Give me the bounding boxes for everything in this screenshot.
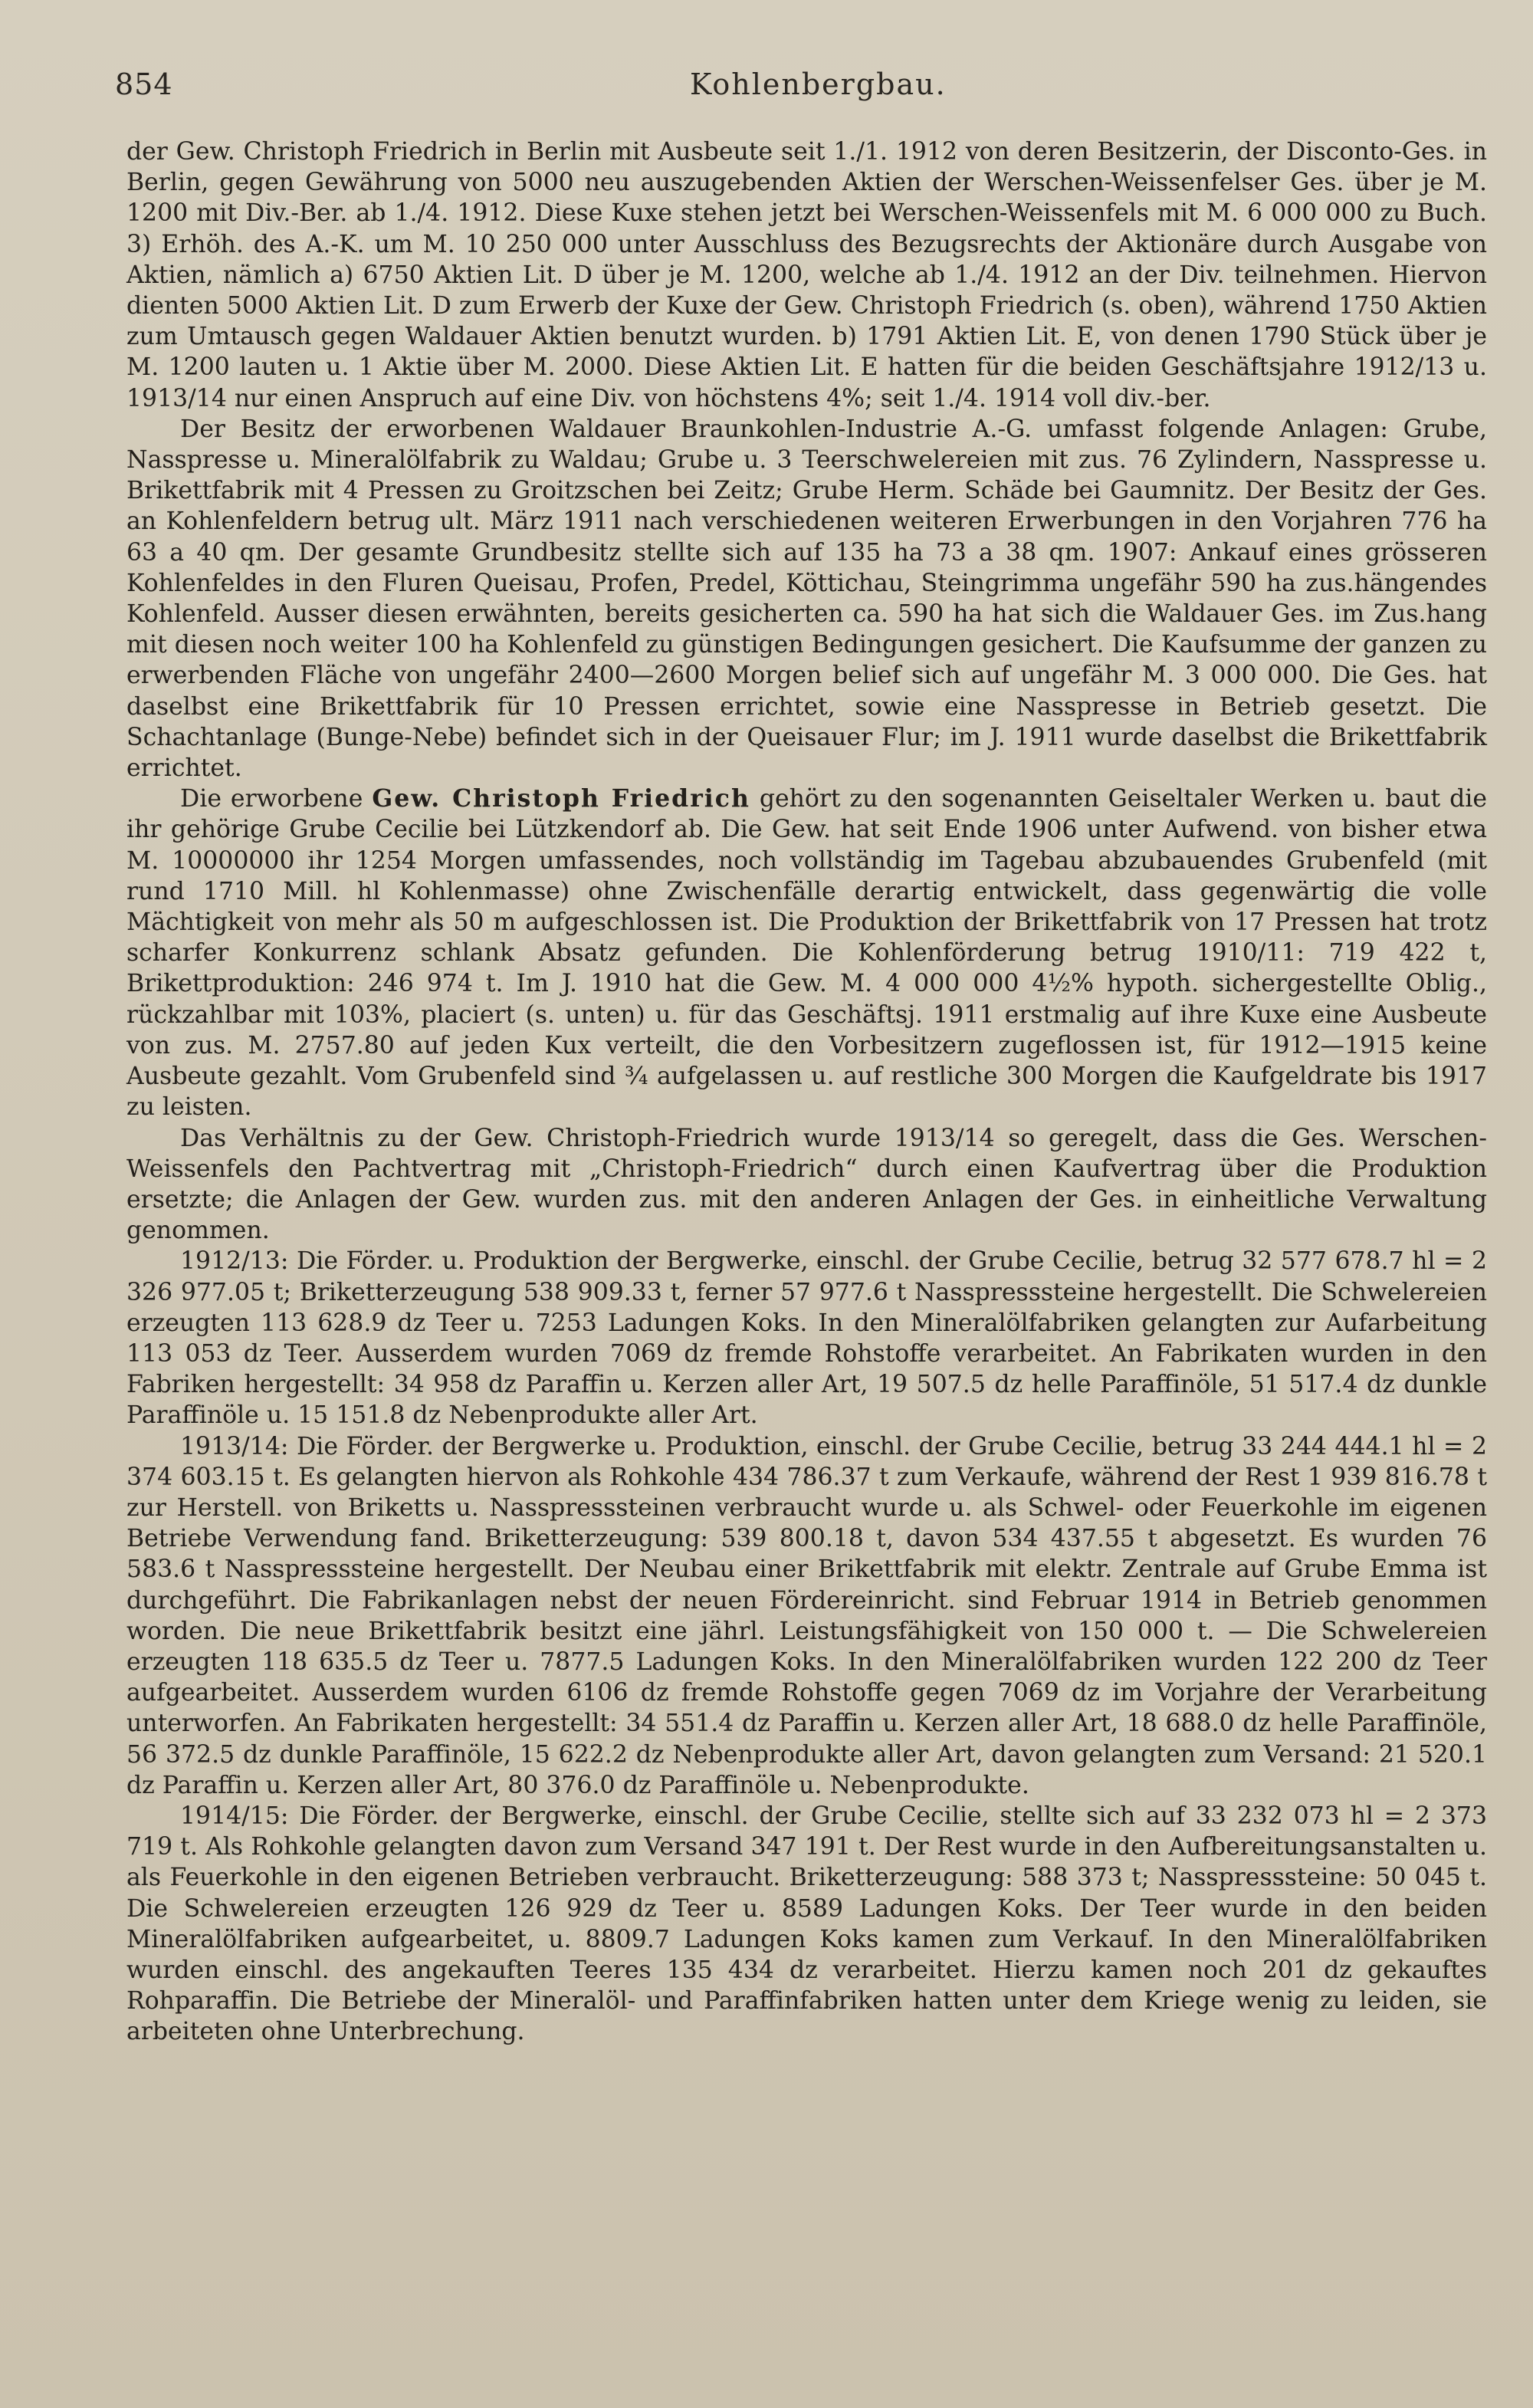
body-text [126,136,1487,2048]
page-number: 854 [115,67,173,101]
paragraph-1912-13: 1912/13: Die Förder. u. Produktion der Bergwerke, einschl. der Grube Cecilie, betrug 32 577 678.7 hl = 2 326 977.05 t; Briketterzeugung 538 909.33 t, ferner 57 977.6 t Nasspresssteine hergestellt. Die Schwelereien erzeugten 113 628.9 dz Teer u. 7253 Ladungen Koks. In den Mineralölfabriken gelangten zur Aufarbeitung 113 053 dz Teer. Ausserdem wurden 7069 dz fremde Rohstoffe verarbeitet. An Fabrikaten wurden in den Fabriken hergestellt: 34 958 dz Paraffin u. Kerzen aller Art, 19 507.5 dz helle Paraffinöle, 51 517.4 dz dunkle Paraffinöle u. 15 151.8 dz Nebenprodukte aller Art. [126,1247,1487,1430]
paragraph-christoph-friedrich [126,784,1487,1122]
paragraph-body: gehört zu den sogenannten Geiseltaler Werken u. baut die ihr gehörige Grube Cecilie bei Lützkendorf ab. Die Gew. hat seit Ende 1906 unter Aufwend. von bisher etwa M. 10000000 ihr 1254 Morgen umfassendes, noch vollständig im Tagebau abzubauendes Grubenfeld (mit rund 1710 Mill. hl Kohlenmasse) ohne Zwischenfälle derartig entwickelt, dass gegenwärtig die volle Mächtigkeit von mehr als 50 m aufgeschlossen ist. Die Produktion der Brikettfabrik von 17 Pressen hat trotz scharfer Konkurrenz schlank Absatz gefunden. Die Kohlenförderung betrug 1910/11: 719 422 t, Brikettproduktion: 246 974 t. Im J. 1910 hat die Gew. M. 4 000 000 4½% hypoth. sichergestellte Oblig., rückzahlbar mit 103%, placiert (s. unten) u. für das Geschäftsj. 1911 erstmalig auf ihre Kuxe eine Ausbeute von zus. M. 2757.80 auf jeden Kux verteilt, die den Vorbesitzern zugeflossen ist, für 1912—1915 keine Ausbeute gezahlt. Vom Grubenfeld sind ¾ aufgelassen u. auf restliche 300 Morgen die Kaufgeldrate bis 1917 zu leisten. [126,785,1487,1122]
page-header [115,67,1487,113]
paragraph-lead: Die erworbene [180,785,373,813]
paragraph-continuation: der Gew. Christoph Friedrich in Berlin mit Ausbeute seit 1./1. 1912 von deren Besitzerin, der Disconto-Ges. in Berlin, gegen Gewährung von 5000 neu auszugebenden Aktien der Werschen-Weissenfelser Ges. über je M. 1200 mit Div.-Ber. ab 1./4. 1912. Diese Kuxe stehen jetzt bei Werschen-Weissenfels mit M. 6 000 000 zu Buch. 3) Erhöh. des A.-K. um M. 10 250 000 unter Ausschluss des Bezugsrechts der Aktionäre durch Ausgabe von Aktien, nämlich a) 6750 Aktien Lit. D über je M. 1200, welche ab 1./4. 1912 an der Div. teilnehmen. Hiervon dienten 5000 Aktien Lit. D zum Erwerb der Kuxe der Gew. Christoph Friedrich (s. oben), während 1750 Aktien zum Umtausch gegen Waldauer Aktien benutzt wurden. b) 1791 Aktien Lit. E, von denen 1790 Stück über je M. 1200 lauten u. 1 Aktie über M. 2000. Diese Aktien Lit. E hatten für die beiden Geschäftsjahre 1912/13 u. 1913/14 nur einen Anspruch auf eine Div. von höchstens 4%; seit 1./4. 1914 voll div.-ber. [126,138,1487,412]
company-name: Gew. Christoph Friedrich [372,784,750,813]
paragraph-1914-15: 1914/15: Die Förder. der Bergwerke, einschl. der Grube Cecilie, stellte sich auf 33 232 073 hl = 2 373 719 t. Als Rohkohle gelangten davon zum Versand 347 191 t. Der Rest wurde in den Aufbereitungsanstalten u. als Feuerkohle in den eigenen Betrieben verbraucht. Briketterzeugung: 588 373 t; Nasspresssteine: 50 045 t. Die Schwelereien erzeugten 126 929 dz Teer u. 8589 Ladungen Koks. Der Teer wurde in den beiden Mineralölfabriken aufgearbeitet, u. 8809.7 Ladungen Koks kamen zum Verkauf. In den Mineralölfabriken wurden einschl. des angekauften Teeres 135 434 dz verarbeitet. Hierzu kamen noch 201 dz gekauftes Rohparaffin. Die Betriebe der Mineralöl- und Paraffinfabriken hatten unter dem Kriege wenig zu leiden, sie arbeiteten ohne Unterbrechung. [126,1802,1487,2046]
paragraph-1913-14: 1913/14: Die Förder. der Bergwerke u. Produktion, einschl. der Grube Cecilie, betrug 33 244 444.1 hl = 2 374 603.15 t. Es gelangten hiervon als Rohkohle 434 786.37 t zum Verkaufe, während der Rest 1 939 816.78 t zur Herstell. von Briketts u. Nasspresssteinen verbraucht wurde u. als Schwel- oder Feuerkohle im eigenen Betriebe Verwendung fand. Briketterzeugung: 539 800.18 t, davon 534 437.55 t abgesetzt. Es wurden 76 583.6 t Nasspresssteine hergestellt. Der Neubau einer Brikettfabrik mit elektr. Zentrale auf Grube Emma ist durchgeführt. Die Fabrikanlagen nebst der neuen Fördereinricht. sind Februar 1914 in Betrieb genommen worden. Die neue Brikettfabrik besitzt eine jährl. Leistungsfähigkeit von 150 000 t. — Die Schwelereien erzeugten 118 635.5 dz Teer u. 7877.5 Ladungen Koks. In den Mineralölfabriken wurden 122 200 dz Teer aufgearbeitet. Ausserdem wurden 6106 dz fremde Rohstoffe gegen 7069 dz im Vorjahre der Verarbeitung unterworfen. An Fabrikaten hergestellt: 34 551.4 dz Paraffin u. Kerzen aller Art, 18 688.0 dz helle Paraffinöle, 56 372.5 dz dunkle Paraffinöle, 15 622.2 dz Nebenprodukte aller Art, davon gelangten zum Versand: 21 520.1 dz Paraffin u. Kerzen aller Art, 80 376.0 dz Paraffinöle u. Nebenprodukte. [126,1432,1487,1799]
running-title: Kohlenbergbau. [690,67,947,101]
paragraph-verhaeltnis: Das Verhältnis zu der Gew. Christoph-Friedrich wurde 1913/14 so geregelt, dass die Ges. Werschen-Weissenfels den Pachtvertrag mit „Christoph-Friedrich“ durch einen Kaufvertrag über die Produktion ersetzte; die Anlagen der Gew. wurden zus. mit den anderen Anlagen der Ges. in einheitliche Verwaltung genommen. [126,1124,1487,1245]
paragraph-waldauer-besitz: Der Besitz der erworbenen Waldauer Braunkohlen-Industrie A.-G. umfasst folgende Anlagen: Grube, Nasspresse u. Mineralölfabrik zu Waldau; Grube u. 3 Teerschwelereien mit zus. 76 Zylindern, Nasspresse u. Brikettfabrik mit 4 Pressen zu Groitzschen bei Zeitz; Grube Herm. Schäde bei Gaumnitz. Der Besitz der Ges. an Kohlenfeldern betrug ult. März 1911 nach verschiedenen weiteren Erwerbungen in den Vorjahren 776 ha 63 a 40 qm. Der gesamte Grundbesitz stellte sich auf 135 ha 73 a 38 qm. 1907: Ankauf eines grösseren Kohlenfeldes in den Fluren Queisau, Profen, Predel, Köttichau, Steingrimma ungefähr 590 ha zus.hängendes Kohlenfeld. Ausser diesen erwähnten, bereits gesicherten ca. 590 ha hat sich die Waldauer Ges. im Zus.hang mit diesen noch weiter 100 ha Kohlenfeld zu günstigen Bedingungen gesichert. Die Kaufsumme der ganzen zu erwerbenden Fläche von ungefähr 2400—2600 Morgen belief sich auf ungefähr M. 3 000 000. Die Ges. hat daselbst eine Brikettfabrik für 10 Pressen errichtet, sowie eine Nasspresse in Betrieb gesetzt. Die Schachtanlage (Bunge-Nebe) befindet sich in der Queisauer Flur; im J. 1911 wurde daselbst die Brikettfabrik errichtet. [126,415,1487,783]
